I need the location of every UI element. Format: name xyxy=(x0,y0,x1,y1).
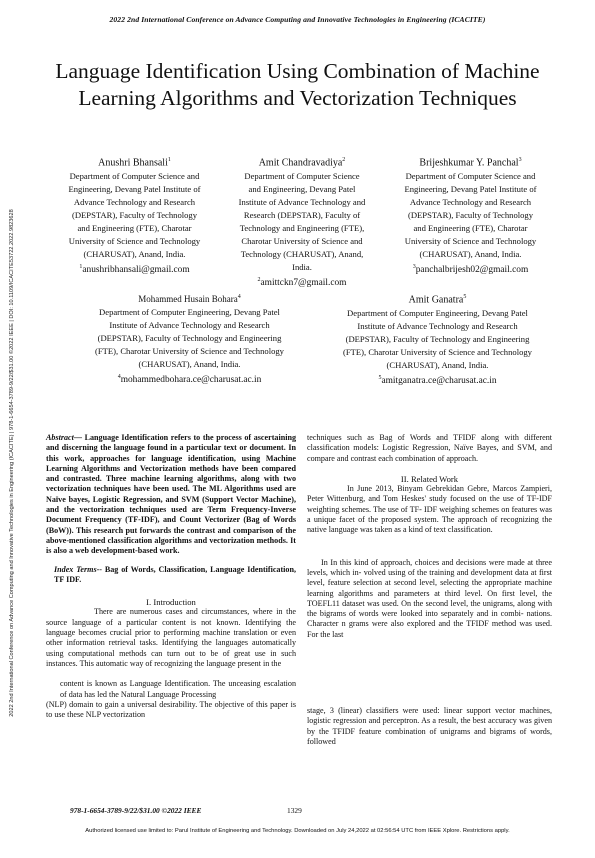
affil-line: and Engineering (FTE), Charotar xyxy=(413,222,528,233)
author-block-5 xyxy=(320,290,555,388)
affil-line: (FTE), Charotar University of Science and Technology xyxy=(343,347,532,358)
author-name xyxy=(320,290,555,307)
right-paragraph-1: techniques such as Bag of Words and TFIDF along with different classification models: Logistic Regression, Naïve Bayes, and SVM, and compare and contrast each combination of approach. xyxy=(307,433,552,463)
author-block-2 xyxy=(222,153,382,290)
index-terms xyxy=(46,565,296,586)
related-paragraph-3: stage, 3 (linear) classifiers were used: linear support vector machines, logistic regression and perceptron. As a result, the best accuracy was given by the TFIDF feature combination of unigrams and bigrams of words, followed xyxy=(307,706,552,746)
section-heading-related-work: II. Related Work xyxy=(400,473,459,484)
email-sup: 2 xyxy=(257,276,261,283)
author-name-text: Anushri Bhansali xyxy=(98,157,168,169)
affil-line: Department of Computer Engineering, Devang Patel xyxy=(347,308,528,319)
author-affiliation xyxy=(320,307,555,372)
author-email[interactable] xyxy=(320,372,555,388)
affil-line: (CHARUSAT), Anand, India. xyxy=(419,248,522,259)
author-block-4 xyxy=(72,290,307,387)
email-text: mohammedbohara.ce@charusat.ac.in xyxy=(120,374,262,385)
affil-line: (DEPSTAR), Faculty of Technology and Engineering xyxy=(345,334,530,345)
abstract xyxy=(46,433,296,557)
paper-title: Language Identification Using Combination of Machine Learning Algorithms and Vectorization Techniques xyxy=(55,59,540,110)
affil-line: and Engineering, Devang Patel xyxy=(248,184,356,195)
author-sup: 3 xyxy=(518,157,522,163)
affil-line: (DEPSTAR), Faculty of Technology xyxy=(407,210,534,221)
affil-line: Engineering, Devang Patel Institute of xyxy=(404,184,537,195)
email-text: panchalbrijesh02@gmail.com xyxy=(415,264,529,275)
intro-paragraph-2: content is known as Language Identification. The unceasing escalation of data has led the Natural Language Processing xyxy=(60,679,296,699)
affil-line: (DEPSTAR), Faculty of Technology and Engineering xyxy=(97,332,282,343)
license-notice: Authorized licensed use limited to: Parul Institute of Engineering and Technology. Downloaded on July 24,2022 at 02:56:54 UTC from IEEE Xplore. Restrictions apply. xyxy=(85,828,510,834)
section-heading-introduction: I. Introduction xyxy=(146,597,196,608)
author-email[interactable] xyxy=(72,371,307,387)
intro-paragraph-1: There are numerous cases and circumstances, where in the source language of a particular content is not known. Identifying the language becomes crucial prior to performing machine translation or even other information retrieval tasks. Identifying the languages automatically using computational methods can turn out to be of great use in such instances. This automatic way of recognizing the language present in the xyxy=(46,607,296,668)
intro-paragraph-3: (NLP) domain to gain a universal desirability. The objective of this paper is to use these NLP vectorization xyxy=(46,699,296,720)
author-name-text: Amit Chandravadiya xyxy=(258,157,343,169)
author-sup: 4 xyxy=(237,294,241,300)
affil-line: Advance Technology and Research xyxy=(409,197,532,208)
author-block-3 xyxy=(388,153,553,277)
email-sup: 4 xyxy=(117,373,121,380)
right-column xyxy=(307,433,552,747)
abstract-text: — Language Identification refers to the process of ascertaining and discerning the language found in a particular text or document. In this work, approaches for language identification, using Machine Learning Algorithms and Vectorization methods have been compared and contrasted. Three machine learning algorithms, along with two vectorization techniques have been used. The ML Algorithms used are Naïve bayes, Logistic Regression, and SVM (Support Vector Machine), and the vectorization techniques used are Term Frequency-Inverse Document Frequency (TF-IDF), and Count Vectorizer (Bag of Words (BoW)). This research put forwards the contrast and comparison of the above-mentioned classification algorithms and vectorization methods. It is also a web development-based work. xyxy=(46,433,296,556)
related-paragraph-1: In June 2013, Binyam Gebrekidan Gebre, Marcos Zampieri, Peter Wittenburg, and Tom Heskes' study focused on the use of TF-IDF weighting schemes. The use of TF- IDF weighing schemes on features was a unique facet of the proposed system. The approach of recognizing the native language was taken as a kind of text classification. xyxy=(307,484,552,535)
affil-line: Department of Computer Science xyxy=(244,171,360,182)
affil-line: University of Science and Technology xyxy=(404,235,537,246)
author-affiliation xyxy=(222,170,382,273)
affil-line: Institute of Advance Technology and Research xyxy=(109,319,270,330)
page-number: 1329 xyxy=(287,806,302,815)
affil-line: (FTE), Charotar University of Science and Technology xyxy=(95,345,284,356)
author-affiliation xyxy=(52,170,217,260)
email-text: amitganatra.ce@charusat.ac.in xyxy=(381,375,497,386)
affil-line: Technology and Engineering (FTE), xyxy=(239,222,365,233)
author-name-text: Amit Ganatra xyxy=(408,294,464,306)
affil-line: Engineering, Devang Patel Institute of xyxy=(68,184,201,195)
affil-line: (CHARUSAT), Anand, India. xyxy=(386,359,489,370)
author-affiliation xyxy=(72,306,307,371)
author-name-text: Brijeshkumar Y. Panchal xyxy=(419,157,519,169)
author-email[interactable] xyxy=(388,261,553,277)
email-sup: 3 xyxy=(412,263,416,270)
author-email[interactable] xyxy=(222,274,382,290)
email-sup: 1 xyxy=(79,263,83,270)
affil-line: Department of Computer Science and xyxy=(69,171,200,182)
author-sup: 5 xyxy=(463,294,467,300)
author-block-1 xyxy=(52,153,217,277)
affil-line: Institute of Advance Technology and xyxy=(238,197,366,208)
affil-line: Research (DEPSTAR), Faculty of xyxy=(243,210,361,221)
footer-isbn: 978-1-6654-3789-9/22/$31.00 ©2022 IEEE xyxy=(70,806,202,815)
conference-header: 2022 2nd International Conference on Advance Computing and Innovative Technologies in Engineering (ICACITE) xyxy=(109,15,486,24)
affil-line: Charotar University of Science and xyxy=(241,235,363,246)
side-citation-text: 2022 2nd International Conference on Advance Computing and Innovative Technologies in Engineering (ICACITE) | 978-1-6654-3789-9/22/$31.00 ©2022 IEEE | DOI: 10.1109/ICACITE53722.2022.9823628 xyxy=(9,209,15,717)
author-sup: 1 xyxy=(167,157,171,163)
author-sup: 2 xyxy=(342,157,346,163)
email-text: anushribhansali@gmail.com xyxy=(82,264,190,275)
author-email[interactable] xyxy=(52,261,217,277)
author-name xyxy=(388,153,553,170)
affil-line: and Engineering (FTE), Charotar xyxy=(77,222,192,233)
affil-line: Department of Computer Engineering, Devang Patel xyxy=(99,307,280,317)
abstract-label: Abstract xyxy=(46,433,74,442)
affil-line: (DEPSTAR), Faculty of Technology xyxy=(71,210,198,221)
author-name xyxy=(222,153,382,170)
email-sup: 5 xyxy=(378,374,382,381)
left-column xyxy=(46,433,296,720)
affil-line: (CHARUSAT), Anand, India. xyxy=(138,358,241,369)
affil-line: Institute of Advance Technology and Research xyxy=(357,321,518,332)
author-affiliation xyxy=(388,170,553,260)
index-terms-text: -- Bag of Words, Classification, Language Identification, TF IDF. xyxy=(54,564,296,584)
affil-line: Department of Computer Science and xyxy=(405,171,536,182)
related-paragraph-2: In In this kind of approach, choices and decisions were made at three levels, which in- volved using of the training and development data at first level, feature selection at second level, selecting the appropriate machine learning algorithms and parameters at third level. On first level, the TOEFL11 dataset was used. On the second level, the unigrams, along with the bigrams of words were looked into separately and in combi- nations. Character n grams were also explored and the TFIDF method was used. For the last xyxy=(307,557,552,639)
affil-line: University of Science and Technology xyxy=(68,235,201,246)
author-name xyxy=(72,290,307,306)
author-name-text: Mohammed Husain Bohara xyxy=(138,294,238,304)
author-name xyxy=(52,153,217,170)
affil-line: (CHARUSAT), Anand, India. xyxy=(83,248,186,259)
index-terms-label: Index Terms xyxy=(54,564,97,574)
affil-line: Technology (CHARUSAT), Anand, xyxy=(240,248,364,259)
affil-line: India. xyxy=(292,261,312,272)
affil-line: Advance Technology and Research xyxy=(73,197,196,208)
email-text: amittckn7@gmail.com xyxy=(260,277,347,288)
